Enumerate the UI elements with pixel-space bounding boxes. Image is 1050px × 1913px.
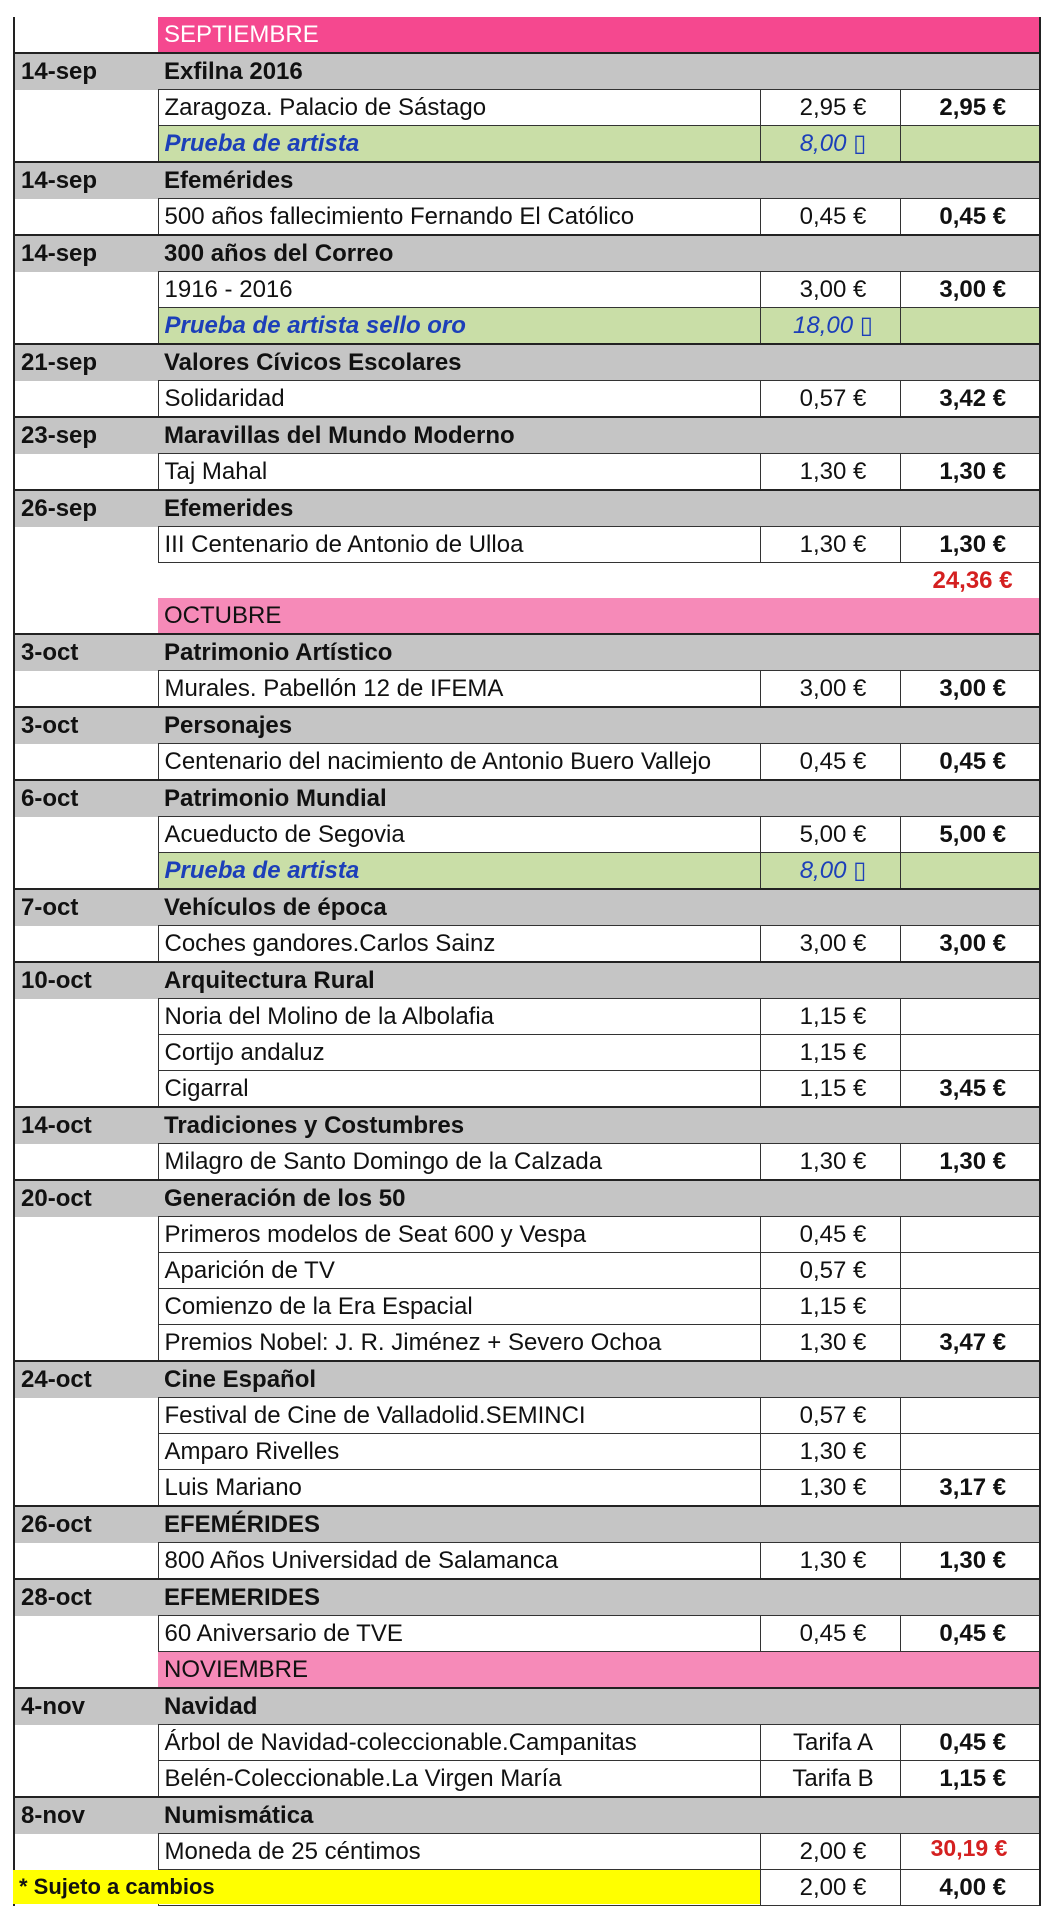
item-price: 2,00 € [760, 1834, 900, 1870]
item-total: 5,00 € [900, 817, 1040, 853]
issue-group-row [14, 53, 1040, 90]
month-subtotal-row [14, 563, 1040, 599]
item-description: Árbol de Navidad-coleccionable.Campanitas [158, 1725, 760, 1761]
issue-title: Arquitectura Rural [158, 962, 1040, 999]
item-total [900, 1398, 1040, 1434]
item-total: 3,47 € [900, 1325, 1040, 1362]
stamp-item-row [14, 454, 1040, 491]
item-price: Tarifa A [760, 1725, 900, 1761]
item-date-cell [14, 853, 158, 890]
item-price: 3,00 € [760, 926, 900, 963]
issue-title: Personajes [158, 707, 1040, 744]
item-total: 0,45 € [900, 744, 1040, 781]
item-total: 3,00 € [900, 671, 1040, 708]
issue-date: 24-oct [14, 1361, 158, 1398]
issue-date: 26-sep [14, 490, 158, 527]
item-date-cell [14, 1470, 158, 1507]
issue-group-row [14, 780, 1040, 817]
month-date-cell [14, 17, 158, 53]
issue-date: 14-sep [14, 235, 158, 272]
item-total: 0,45 € [900, 199, 1040, 236]
item-description: Luis Mariano [158, 1470, 760, 1507]
item-total: 1,15 € [900, 1761, 1040, 1798]
item-total [900, 1217, 1040, 1253]
item-description: Moneda de 25 céntimos [158, 1834, 760, 1870]
month-label: NOVIEMBRE [158, 1652, 1040, 1689]
stamp-item-row [14, 90, 1040, 126]
stamp-item-row [14, 199, 1040, 236]
item-total [900, 999, 1040, 1035]
item-total: 0,45 € [900, 1725, 1040, 1761]
item-price: 1,15 € [760, 1289, 900, 1325]
issue-title: Cine Español [158, 1361, 1040, 1398]
item-total: 2,95 € [900, 90, 1040, 126]
artist-proof-row [14, 308, 1040, 345]
issue-title: Patrimonio Mundial [158, 780, 1040, 817]
item-description: Zaragoza. Palacio de Sástago [158, 90, 760, 126]
item-description: Festival de Cine de Valladolid.SEMINCI [158, 1398, 760, 1434]
item-price: 8,00 ▯ [760, 853, 900, 890]
issue-date: 7-oct [14, 889, 158, 926]
issue-date: 26-oct [14, 1506, 158, 1543]
item-date-cell [14, 817, 158, 853]
stamp-item-row [14, 999, 1040, 1035]
issue-date: 14-oct [14, 1107, 158, 1144]
item-description: Coches gandores.Carlos Sainz [158, 926, 760, 963]
item-description: Acueducto de Segovia [158, 817, 760, 853]
item-description: Primeros modelos de Seat 600 y Vespa [158, 1217, 760, 1253]
issue-title: EFEMERIDES [158, 1579, 1040, 1616]
item-description: Prueba de artista [158, 126, 760, 163]
item-date-cell [14, 1253, 158, 1289]
item-price: 0,57 € [760, 381, 900, 418]
item-date-cell [14, 1325, 158, 1362]
item-date-cell [14, 1543, 158, 1580]
stamp-item-row [14, 1616, 1040, 1652]
item-price: 0,57 € [760, 1398, 900, 1434]
item-price: 5,00 € [760, 817, 900, 853]
item-date-cell [14, 1071, 158, 1108]
item-date-cell [14, 1144, 158, 1181]
stamp-item-row [14, 926, 1040, 963]
item-total [900, 1434, 1040, 1470]
table-body [14, 17, 1040, 1906]
stamp-item-row [14, 272, 1040, 308]
issue-group-row [14, 417, 1040, 454]
item-description: Prueba de artista sello oro [158, 308, 760, 345]
stamp-item-row [14, 1470, 1040, 1507]
item-price: 1,30 € [760, 1325, 900, 1362]
item-description: Taj Mahal [158, 454, 760, 491]
issue-title: Valores Cívicos Escolares [158, 344, 1040, 381]
issue-group-row [14, 1180, 1040, 1217]
item-description: 1916 - 2016 [158, 272, 760, 308]
month-date-cell [14, 598, 158, 634]
issue-group-row [14, 634, 1040, 671]
item-date-cell [14, 1616, 158, 1652]
item-description: Amparo Rivelles [158, 1434, 760, 1470]
item-price: 0,45 € [760, 1217, 900, 1253]
disclaimer-note: * Sujeto a cambios [13, 1870, 760, 1904]
issue-group-row [14, 889, 1040, 926]
item-price: 3,00 € [760, 272, 900, 308]
item-date-cell [14, 1217, 158, 1253]
item-description: Centenario del nacimiento de Antonio Buero Vallejo [158, 744, 760, 781]
item-date-cell [14, 671, 158, 708]
item-date-cell [14, 999, 158, 1035]
item-description: III Centenario de Antonio de Ulloa [158, 527, 760, 563]
item-date-cell [14, 454, 158, 491]
stamp-item-row [14, 1289, 1040, 1325]
stamp-item-row [14, 744, 1040, 781]
issue-group-row [14, 1107, 1040, 1144]
item-date-cell [14, 1834, 158, 1870]
item-price: 8,00 ▯ [760, 126, 900, 163]
item-total: 1,30 € [900, 1144, 1040, 1181]
issue-group-row [14, 235, 1040, 272]
issue-group-row [14, 162, 1040, 199]
item-date-cell [14, 926, 158, 963]
issue-date: 21-sep [14, 344, 158, 381]
stamp-item-row [14, 1217, 1040, 1253]
item-description: 800 Años Universidad de Salamanca [158, 1543, 760, 1580]
item-price: 1,30 € [760, 527, 900, 563]
item-description: Noria del Molino de la Albolafia [158, 999, 760, 1035]
item-total: 1,30 € [900, 454, 1040, 491]
item-date-cell [14, 1761, 158, 1798]
stamp-item-row [14, 1071, 1040, 1108]
item-date-cell [14, 126, 158, 163]
issue-title: Exfilna 2016 [158, 53, 1040, 90]
stamp-item-row [14, 381, 1040, 418]
grand-total: 30,19 € [930, 1835, 1008, 1861]
stamp-item-row [14, 527, 1040, 563]
item-date-cell [14, 381, 158, 418]
stamp-item-row [14, 817, 1040, 853]
issue-group-row [14, 1797, 1040, 1834]
item-price: 1,30 € [760, 1470, 900, 1507]
item-price: 1,15 € [760, 1035, 900, 1071]
stamp-item-row [14, 1398, 1040, 1434]
item-description: Solidaridad [158, 381, 760, 418]
item-description: Cigarral [158, 1071, 760, 1108]
stamp-item-row [14, 1035, 1040, 1071]
item-total [900, 853, 1040, 890]
item-date-cell [14, 1035, 158, 1071]
item-total: 3,42 € [900, 381, 1040, 418]
stamp-item-row [14, 1543, 1040, 1580]
issue-title: Tradiciones y Costumbres [158, 1107, 1040, 1144]
issue-date: 6-oct [14, 780, 158, 817]
artist-proof-row [14, 126, 1040, 163]
item-total: 3,45 € [900, 1071, 1040, 1108]
month-header-row [14, 598, 1040, 634]
issue-date: 3-oct [14, 707, 158, 744]
item-description: Prueba de artista [158, 853, 760, 890]
issue-group-row [14, 707, 1040, 744]
item-price: 0,45 € [760, 1616, 900, 1652]
item-price: 2,00 € [760, 1870, 900, 1906]
issue-date: 4-nov [14, 1688, 158, 1725]
item-price: 1,15 € [760, 999, 900, 1035]
item-description: Premios Nobel: J. R. Jiménez + Severo Ochoa [158, 1325, 760, 1362]
item-price: 1,30 € [760, 1543, 900, 1580]
item-description: Aparición de TV [158, 1253, 760, 1289]
item-total: 3,00 € [900, 272, 1040, 308]
month-label: OCTUBRE [158, 598, 1040, 634]
item-price: 0,45 € [760, 744, 900, 781]
issue-title: Navidad [158, 1688, 1040, 1725]
issue-title: Patrimonio Artístico [158, 634, 1040, 671]
item-date-cell [14, 527, 158, 563]
item-price: 1,30 € [760, 1144, 900, 1181]
issue-date: 14-sep [14, 162, 158, 199]
issue-date: 23-sep [14, 417, 158, 454]
month-subtotal: 24,36 € [932, 567, 1013, 594]
item-total [900, 1253, 1040, 1289]
issue-title: 300 años del Correo [158, 235, 1040, 272]
item-total [900, 1289, 1040, 1325]
issue-title: Maravillas del Mundo Moderno [158, 417, 1040, 454]
issue-title: Numismática [158, 1797, 1040, 1834]
issue-group-row [14, 1361, 1040, 1398]
issue-title: Vehículos de época [158, 889, 1040, 926]
issue-date: 28-oct [14, 1579, 158, 1616]
artist-proof-row [14, 853, 1040, 890]
item-description: 500 años fallecimiento Fernando El Católico [158, 199, 760, 236]
item-date-cell [14, 1398, 158, 1434]
issue-date: 8-nov [14, 1797, 158, 1834]
stamp-release-table [13, 17, 1041, 1906]
stamp-item-row [14, 671, 1040, 708]
issue-title: Generación de los 50 [158, 1180, 1040, 1217]
item-date-cell [14, 90, 158, 126]
item-date-cell [14, 1434, 158, 1470]
item-date-cell [14, 1289, 158, 1325]
item-price: 0,57 € [760, 1253, 900, 1289]
month-label: SEPTIEMBRE [158, 17, 1040, 53]
item-price: 1,15 € [760, 1071, 900, 1108]
item-description: 60 Aniversario de TVE [158, 1616, 760, 1652]
stamp-item-row [14, 1253, 1040, 1289]
month-date-cell [14, 1652, 158, 1689]
item-total: 3,17 € [900, 1470, 1040, 1507]
subtotal-spacer [14, 563, 900, 599]
item-price: 0,45 € [760, 199, 900, 236]
item-total: 1,30 € [900, 1543, 1040, 1580]
stamp-item-row [14, 1761, 1040, 1798]
month-header-row [14, 1652, 1040, 1689]
item-price: 3,00 € [760, 671, 900, 708]
item-price: 1,30 € [760, 454, 900, 491]
issue-title: Efemerides [158, 490, 1040, 527]
item-price: 2,95 € [760, 90, 900, 126]
item-price: Tarifa B [760, 1761, 900, 1798]
issue-date: 14-sep [14, 53, 158, 90]
item-description: Milagro de Santo Domingo de la Calzada [158, 1144, 760, 1181]
issue-date: 20-oct [14, 1180, 158, 1217]
item-total: 1,30 € [900, 527, 1040, 563]
issue-title: Efemérides [158, 162, 1040, 199]
item-description: Belén-Coleccionable.La Virgen María [158, 1761, 760, 1798]
item-description: Cortijo andaluz [158, 1035, 760, 1071]
item-description: Murales. Pabellón 12 de IFEMA [158, 671, 760, 708]
item-date-cell [14, 199, 158, 236]
item-date-cell [14, 272, 158, 308]
item-date-cell [14, 308, 158, 345]
item-date-cell [14, 744, 158, 781]
stamp-item-row [14, 1144, 1040, 1181]
stamp-item-row [14, 1434, 1040, 1470]
issue-title: EFEMÉRIDES [158, 1506, 1040, 1543]
item-total [900, 1035, 1040, 1071]
item-description: Comienzo de la Era Espacial [158, 1289, 760, 1325]
issue-group-row [14, 1506, 1040, 1543]
item-price: 18,00 ▯ [760, 308, 900, 345]
item-date-cell [14, 1725, 158, 1761]
stamp-item-row [14, 1834, 1040, 1870]
stamp-item-row [14, 1725, 1040, 1761]
month-header-row [14, 17, 1040, 53]
item-price: 1,30 € [760, 1434, 900, 1470]
item-total: 0,45 € [900, 1616, 1040, 1652]
issue-group-row [14, 962, 1040, 999]
item-total: 3,00 € [900, 926, 1040, 963]
item-total [900, 308, 1040, 345]
item-total [900, 126, 1040, 163]
issue-group-row [14, 490, 1040, 527]
issue-date: 10-oct [14, 962, 158, 999]
issue-group-row [14, 1579, 1040, 1616]
stamp-item-row [14, 1325, 1040, 1362]
item-total: 4,00 € [900, 1870, 1040, 1906]
issue-group-row [14, 1688, 1040, 1725]
issue-date: 3-oct [14, 634, 158, 671]
issue-group-row [14, 344, 1040, 381]
